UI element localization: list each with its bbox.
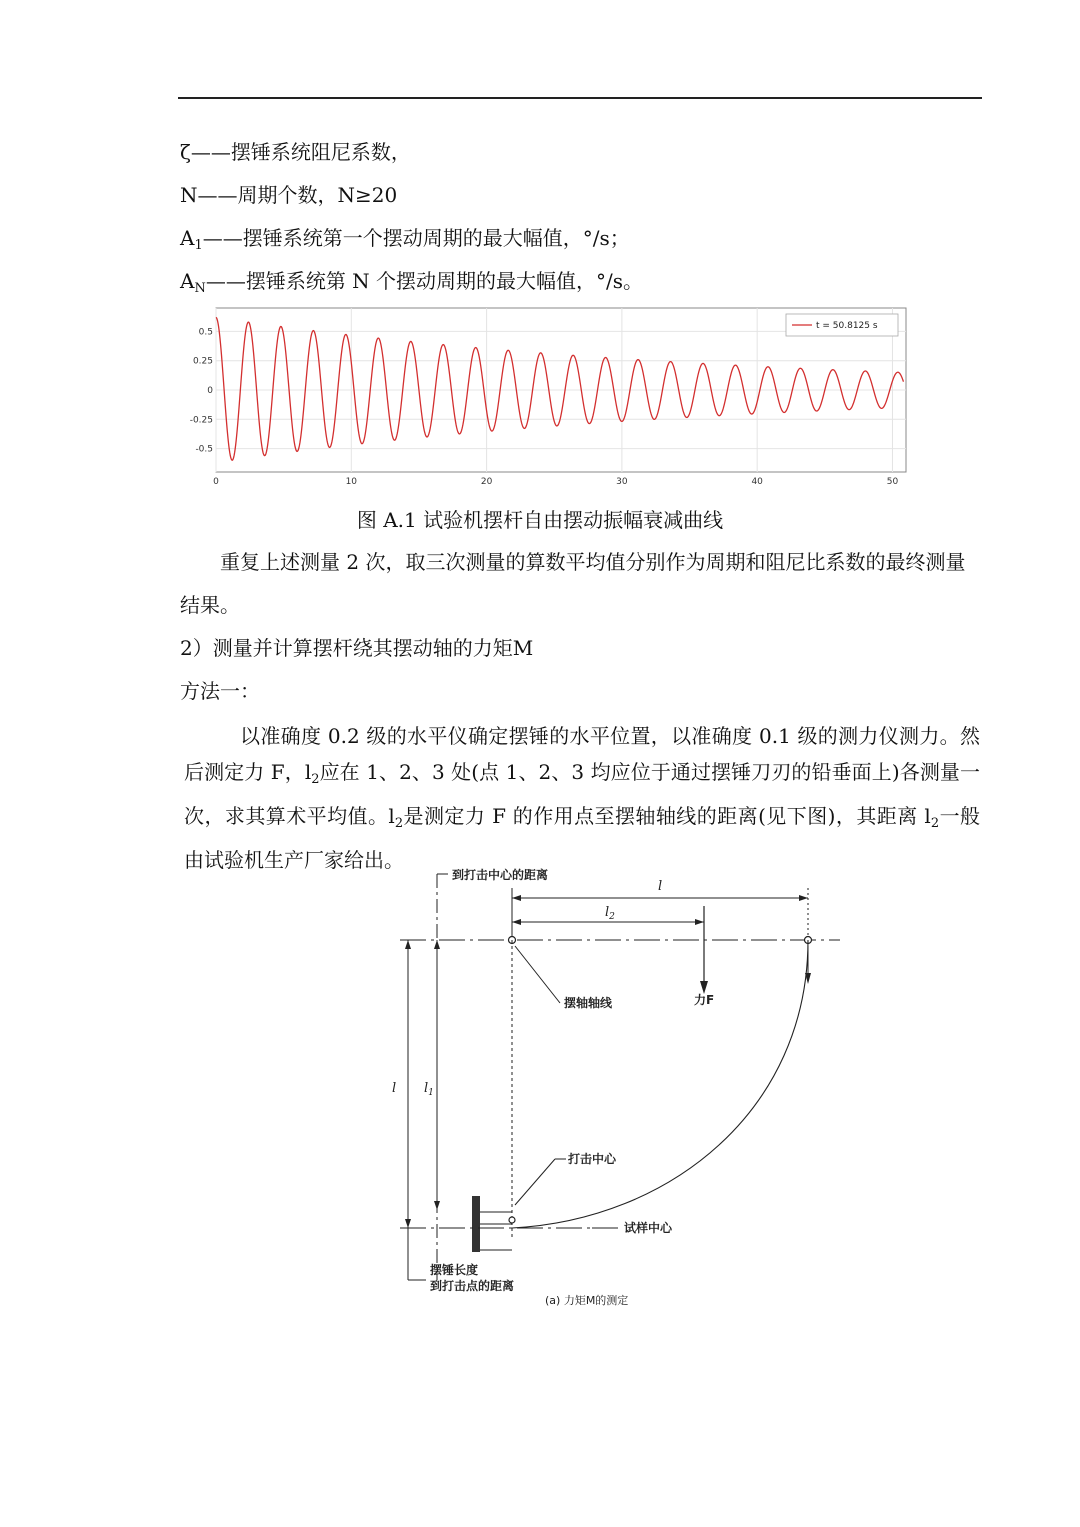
moment-diagram (340, 860, 880, 1320)
figure-caption: 图 A.1 试验机摆杆自由摆动振幅衰减曲线 (356, 508, 724, 532)
header-rule (178, 97, 982, 99)
label-distance-to-strike-center: 到打击中心的距离 (452, 868, 549, 882)
x-tick-label: 0 (213, 477, 219, 487)
dim-arrow-l-left-top (405, 940, 411, 949)
dim-arrow-l1-bottom (434, 1201, 440, 1210)
definition-zeta: ζ——摆锤系统阻尼系数， (180, 140, 411, 164)
x-tick-label: 20 (480, 477, 493, 487)
y-tick-label: -0.25 (189, 415, 213, 426)
label-l2: $l_2$ (605, 905, 615, 922)
hammer-block (472, 1196, 480, 1252)
label-specimen-center: 试样中心 (624, 1221, 673, 1235)
paragraph-repeat: 重复上述测量 2 次，取三次测量的算数平均值分别作为周期和阻尼比系数的最终测量结果。 (180, 550, 966, 617)
legend-label: t = 50.8125 s (816, 321, 878, 331)
strike-point (509, 1217, 515, 1223)
y-tick-label: 0.25 (192, 356, 213, 367)
paragraph-method-one: 以准确度 0.2 级的水平仪确定摆锤的水平位置，以准确度 0.1 级的测力仪测力。然后测定力 F，$l_2$应在 1、2、3 处(点 1、2、3 均应位于通过摆锤刀刃的铅垂面上)各测量一次，求其算术平均值。$l_2$是测定力 F 的作用点至摆轴轴线的距离(见下图)，其距离 $l_2$一般由试验机生产厂家给出。 (184, 724, 981, 872)
diagram-caption: (a) 力矩M的测定 (545, 1294, 629, 1307)
x-tick-label: 30 (616, 477, 628, 487)
definition-an: $A_N——$摆锤系统第 N 个摆动周期的最大幅值，°/s。 (180, 269, 644, 296)
moment-diagram-svg (340, 860, 880, 1320)
y-tick-label: 0 (207, 386, 213, 396)
swing-arc (512, 940, 808, 1228)
amplitude-decay-chart (178, 305, 908, 495)
axis-leader (515, 946, 560, 1003)
x-tick-label: 40 (751, 477, 763, 487)
label-l-left: l (392, 1081, 397, 1096)
dim-arrow-l-right (799, 895, 808, 901)
dim-arrow-l-left-bottom (405, 1219, 411, 1228)
definition-a1: $A_1——$摆锤系统第一个摆动周期的最大幅值，°/s； (180, 226, 630, 253)
strike-leader (515, 1159, 555, 1205)
dim-arrow-l-left (512, 895, 521, 901)
dim-arrow-l1-top (434, 940, 440, 949)
y-tick-label: 0.5 (198, 327, 213, 338)
chart-svg (178, 305, 908, 495)
label-pendulum-length: 摆锤长度 (430, 1263, 479, 1277)
label-strike-center: 打击中心 (568, 1152, 617, 1166)
y-tick-label: -0.5 (195, 444, 213, 455)
x-tick-label: 50 (886, 477, 899, 487)
section-heading: 2）测量并计算摆杆绕其摆动轴的力矩M (180, 636, 534, 660)
x-tick-label: 10 (345, 477, 358, 487)
label-force: 力F (694, 993, 715, 1007)
dim-arrow-l2-right (695, 919, 704, 925)
definition-n: N——周期个数，N≥20 (180, 183, 398, 207)
label-pivot-axis: 摆轴轴线 (564, 996, 613, 1010)
method-heading: 方法一： (180, 679, 260, 703)
label-distance-to-strike-point: 到打击点的距离 (430, 1279, 515, 1293)
dim-arrow-l2-left (512, 919, 521, 925)
label-l1: $l_1$ (424, 1081, 434, 1098)
label-l-top: l (658, 879, 663, 894)
